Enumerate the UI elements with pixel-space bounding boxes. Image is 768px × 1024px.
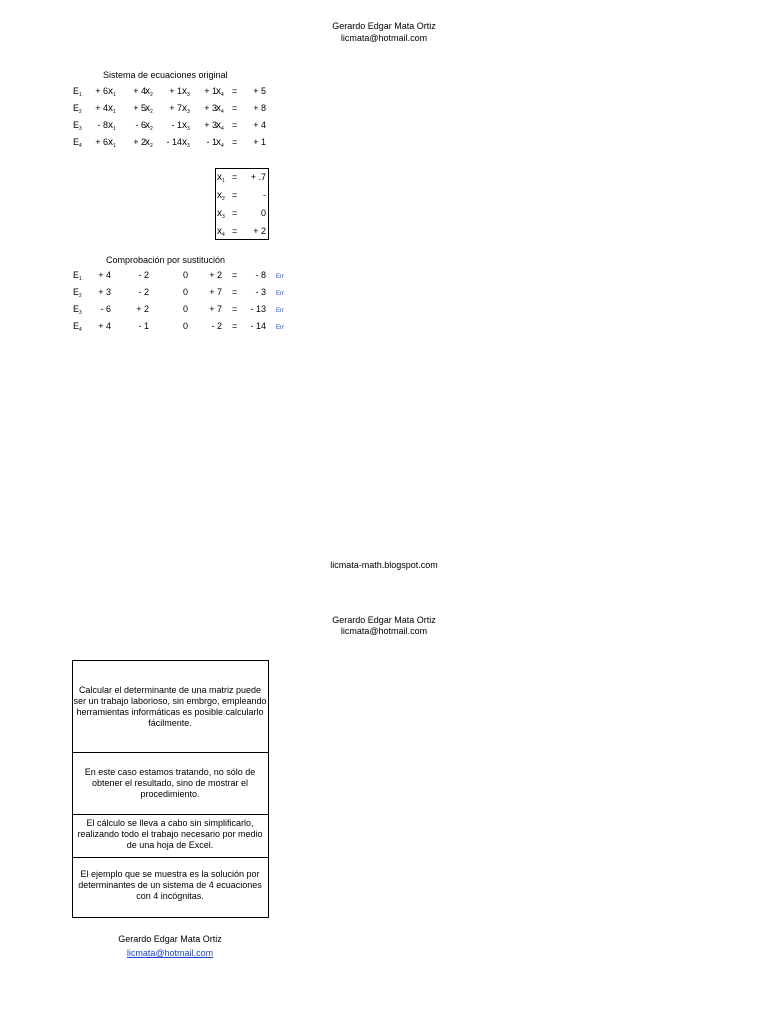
rhs-value: + 5 <box>253 86 266 96</box>
divider <box>72 814 268 815</box>
variable-letter: x <box>145 86 150 97</box>
equals-sign: = <box>232 321 238 331</box>
equals-sign: = <box>232 86 238 96</box>
equals-sign: = <box>232 172 238 182</box>
variable-letter: x <box>216 86 221 97</box>
eq-letter: E <box>73 120 80 130</box>
check-value: - 6 <box>100 304 111 314</box>
check-value: - 2 <box>211 321 222 331</box>
check-value: 0 <box>182 287 188 297</box>
eq-subscript: 1 <box>79 276 82 282</box>
coefficient: + 6 <box>95 137 108 147</box>
coefficient: + 3 <box>204 103 217 113</box>
equals-sign: = <box>232 120 238 130</box>
variable-subscript: 4 <box>221 109 224 115</box>
variable-subscript: 4 <box>221 126 224 132</box>
variable-subscript: 4 <box>222 232 225 238</box>
author-email-2: licmata@hotmail.com <box>340 626 428 636</box>
variable-label <box>216 102 224 118</box>
variable-subscript: 3 <box>187 143 190 149</box>
check-result: - 13 <box>250 304 266 314</box>
check-result: - 3 <box>255 287 266 297</box>
equals-sign: = <box>232 287 238 297</box>
variable-label <box>182 102 190 118</box>
author-name-2: Gerardo Edgar Mata Ortiz <box>332 615 436 625</box>
equation-label <box>73 320 82 336</box>
variable-subscript: 2 <box>150 92 153 98</box>
eq-subscript: 2 <box>79 293 82 299</box>
equation-label <box>73 102 82 118</box>
variable-letter: x <box>182 120 187 131</box>
eq-subscript: 1 <box>79 92 82 98</box>
variable-subscript: 2 <box>150 126 153 132</box>
solution-value: 0 <box>260 208 266 218</box>
variable-letter: x <box>217 208 222 219</box>
variable-label <box>216 85 224 101</box>
variable-letter: x <box>217 190 222 201</box>
rhs-value: + 4 <box>253 120 266 130</box>
check-value: - 2 <box>138 270 149 280</box>
coefficient: - 14 <box>166 137 182 147</box>
variable-subscript: 2 <box>150 109 153 115</box>
eq-letter: E <box>73 287 80 297</box>
variable-letter: x <box>216 137 221 148</box>
variable-letter: x <box>145 137 150 148</box>
check-value: 0 <box>182 321 188 331</box>
check-value: + 2 <box>209 270 222 280</box>
error-flag: Err <box>276 274 284 280</box>
check-title: Comprobación por sustitución <box>106 255 226 265</box>
equation-label <box>73 269 82 285</box>
variable-label <box>217 225 225 241</box>
variable-letter: x <box>217 226 222 237</box>
variable-subscript: 1 <box>113 92 116 98</box>
error-flag: Err <box>276 308 284 314</box>
solution-value: + .7 <box>250 172 266 182</box>
divider <box>72 857 268 858</box>
eq-letter: E <box>73 304 80 314</box>
eq-letter: E <box>73 103 80 113</box>
eq-subscript: 2 <box>79 109 82 115</box>
paragraph-1: Calcular el determinante de una matriz puede ser un trabajo laborioso, sin embrgo, empleando herramientas informáticas es posible calcularlo fácilmente. <box>73 685 267 728</box>
equation-label <box>73 286 82 302</box>
coefficient: - 1 <box>206 137 217 147</box>
variable-label <box>182 119 190 135</box>
eq-subscript: 3 <box>79 310 82 316</box>
eq-subscript: 3 <box>79 126 82 132</box>
variable-subscript: 1 <box>113 143 116 149</box>
variable-label <box>217 189 225 205</box>
equals-sign: = <box>232 208 238 218</box>
check-value: 0 <box>182 270 188 280</box>
error-flag: Err <box>276 291 284 297</box>
variable-label <box>108 85 116 101</box>
check-value: + 3 <box>98 287 111 297</box>
variable-subscript: 2 <box>150 143 153 149</box>
rhs-value: + 8 <box>253 103 266 113</box>
variable-label <box>145 119 153 135</box>
equals-sign: = <box>232 270 238 280</box>
eq-subscript: 4 <box>79 327 82 333</box>
variable-label <box>145 85 153 101</box>
variable-letter: x <box>108 86 113 97</box>
check-result: - 14 <box>250 321 266 331</box>
coefficient: + 1 <box>204 86 217 96</box>
equals-sign: = <box>232 103 238 113</box>
variable-subscript: 1 <box>113 126 116 132</box>
variable-subscript: 3 <box>222 214 225 220</box>
blog-url: licmata-math.blogspot.com <box>330 560 438 570</box>
coefficient: + 4 <box>95 103 108 113</box>
variable-letter: x <box>108 103 113 114</box>
coefficient: + 7 <box>169 103 182 113</box>
check-value: + 4 <box>98 321 111 331</box>
variable-label <box>217 207 225 223</box>
equals-sign: = <box>232 304 238 314</box>
eq-letter: E <box>73 137 80 147</box>
footer-name: Gerardo Edgar Mata Ortiz <box>118 934 222 944</box>
variable-label <box>108 136 116 152</box>
variable-label <box>182 136 190 152</box>
check-result: - 8 <box>255 270 266 280</box>
equals-sign: = <box>232 226 238 236</box>
author-email: licmata@hotmail.com <box>340 33 428 43</box>
coefficient: - 8 <box>97 120 108 130</box>
variable-subscript: 3 <box>187 109 190 115</box>
coefficient: + 3 <box>204 120 217 130</box>
coefficient: + 1 <box>169 86 182 96</box>
variable-label <box>145 102 153 118</box>
check-value: + 4 <box>98 270 111 280</box>
eq-subscript: 4 <box>79 143 82 149</box>
variable-letter: x <box>216 120 221 131</box>
variable-subscript: 2 <box>222 196 225 202</box>
variable-subscript: 3 <box>187 92 190 98</box>
author-name: Gerardo Edgar Mata Ortiz <box>332 21 436 31</box>
coefficient: - 6 <box>135 120 146 130</box>
variable-label <box>108 119 116 135</box>
error-flag: Err <box>276 325 284 331</box>
variable-subscript: 1 <box>113 109 116 115</box>
variable-subscript: 1 <box>222 178 225 184</box>
check-value: - 2 <box>138 287 149 297</box>
equals-sign: = <box>232 190 238 200</box>
variable-label <box>217 171 225 187</box>
paragraph-3: El cálculo se lleva a cabo sin simplificarlo, realizando todo el trabajo necesario por medio de una hoja de Excel. <box>77 818 263 850</box>
variable-letter: x <box>145 103 150 114</box>
coefficient: + 5 <box>133 103 146 113</box>
variable-letter: x <box>182 103 187 114</box>
system-title: Sistema de ecuaciones original <box>103 70 228 80</box>
variable-label <box>216 136 224 152</box>
eq-letter: E <box>73 86 80 96</box>
footer-email-link[interactable]: licmata@hotmail.com <box>126 948 214 958</box>
variable-letter: x <box>108 137 113 148</box>
check-value: - 1 <box>138 321 149 331</box>
equation-label <box>73 119 82 135</box>
eq-letter: E <box>73 321 80 331</box>
eq-letter: E <box>73 270 80 280</box>
check-value: + 7 <box>209 304 222 314</box>
variable-letter: x <box>108 120 113 131</box>
variable-letter: x <box>182 137 187 148</box>
check-value: + 7 <box>209 287 222 297</box>
equation-label <box>73 85 82 101</box>
check-value: + 2 <box>136 304 149 314</box>
equation-label <box>73 303 82 319</box>
variable-subscript: 3 <box>187 126 190 132</box>
coefficient: + 2 <box>133 137 146 147</box>
equals-sign: = <box>232 137 238 147</box>
variable-subscript: 4 <box>221 143 224 149</box>
coefficient: + 6 <box>95 86 108 96</box>
variable-subscript: 4 <box>221 92 224 98</box>
coefficient: - 1 <box>171 120 182 130</box>
variable-letter: x <box>216 103 221 114</box>
variable-label <box>145 136 153 152</box>
variable-letter: x <box>182 86 187 97</box>
solution-value: + 2 <box>253 226 266 236</box>
coefficient: + 4 <box>133 86 146 96</box>
paragraph-4: El ejemplo que se muestra es la solución por determinantes de un sistema de 4 ecuaciones con 4 incógnitas. <box>78 869 262 901</box>
solution-value: - <box>263 190 266 200</box>
variable-label <box>216 119 224 135</box>
variable-label <box>182 85 190 101</box>
divider <box>72 752 268 753</box>
rhs-value: + 1 <box>253 137 266 147</box>
variable-letter: x <box>145 120 150 131</box>
variable-label <box>108 102 116 118</box>
paragraph-2: En este caso estamos tratando, no sólo de obtener el resultado, sino de mostrar el procedimiento. <box>84 767 256 799</box>
equation-label <box>73 136 82 152</box>
variable-letter: x <box>217 172 222 183</box>
check-value: 0 <box>182 304 188 314</box>
